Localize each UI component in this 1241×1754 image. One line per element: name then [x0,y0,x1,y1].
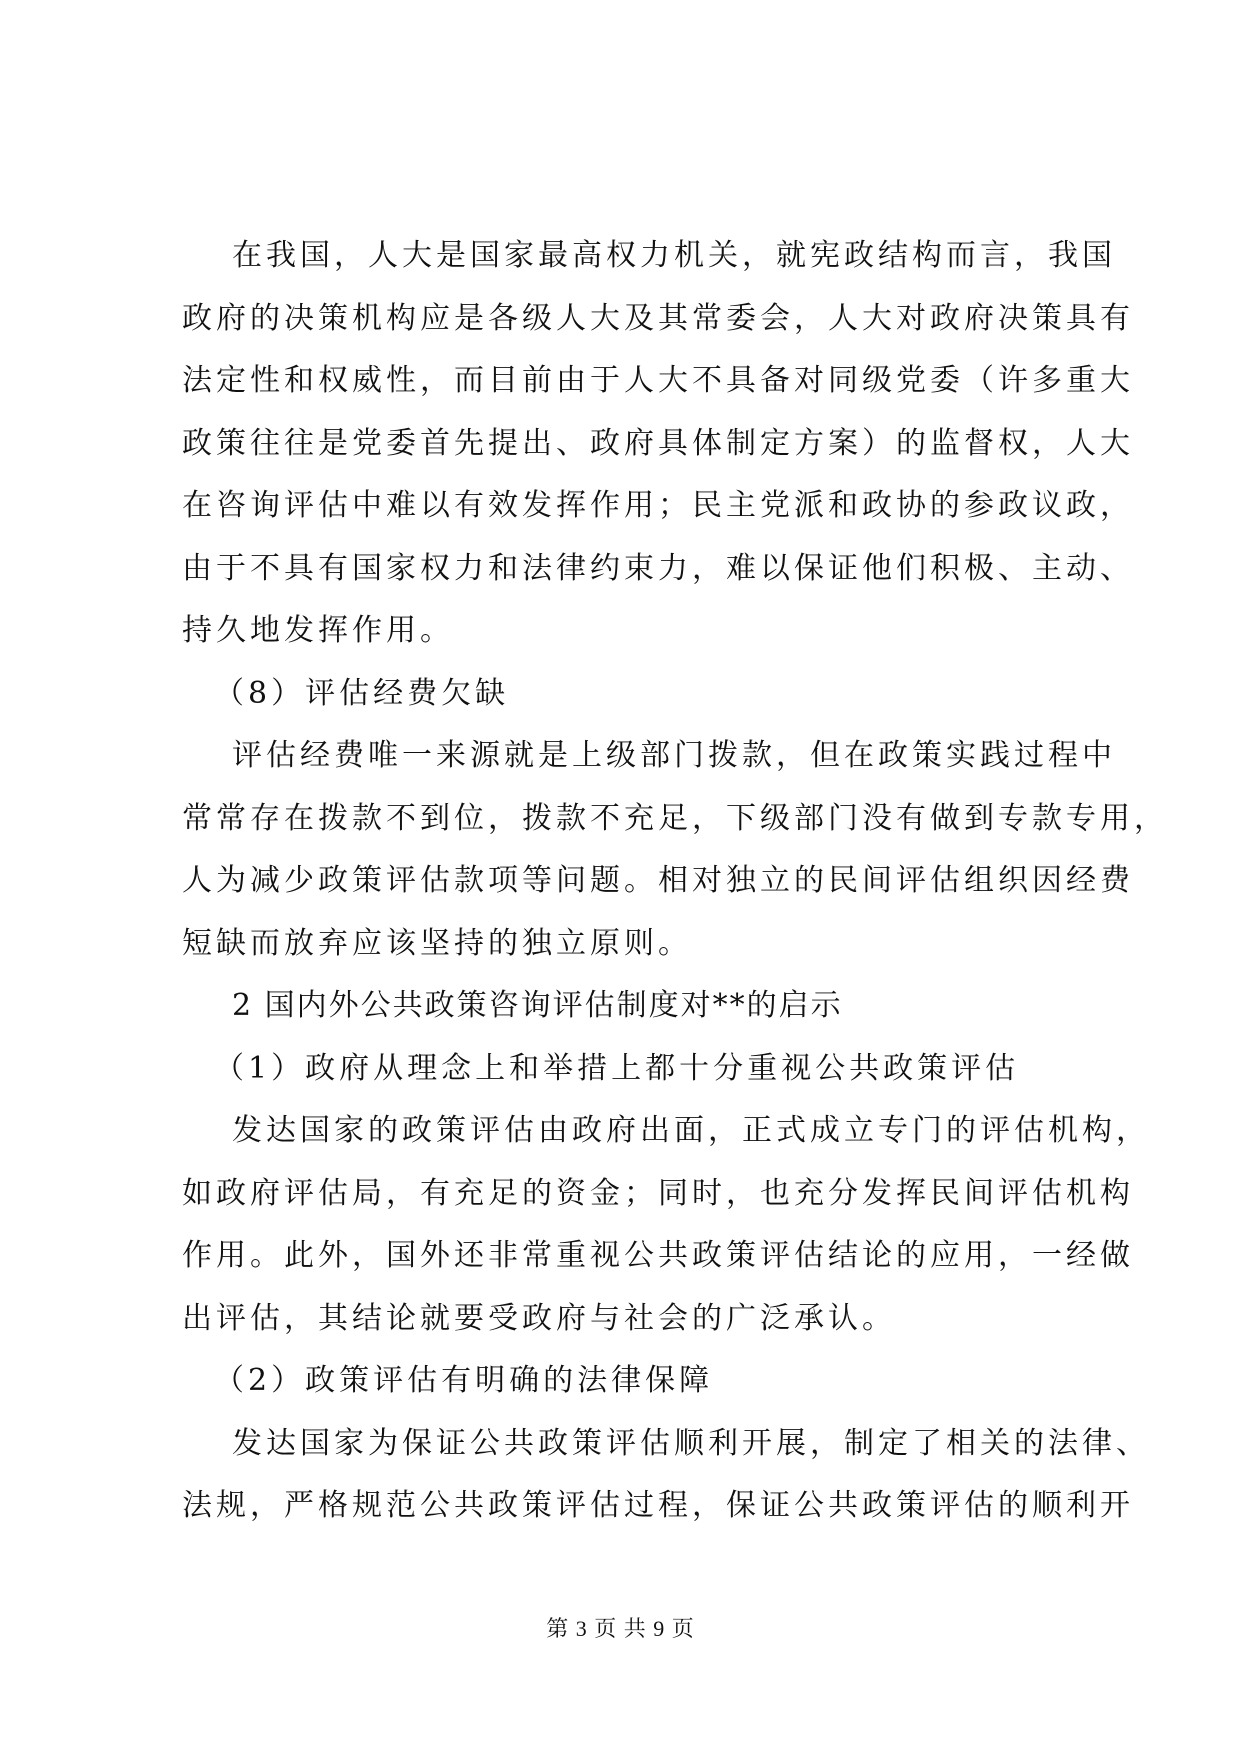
paragraph-line: 在咨询评估中难以有效发挥作用；民主党派和政协的参政议政， [182,488,1134,523]
paragraph-line: 发达国家为保证公共政策评估顺利开展，制定了相关的法律、 [232,1425,1150,1461]
page-number-footer: 第 3 页 共 9 页 [546,1616,695,1641]
paragraph-line: 人为减少政策评估款项等问题。相对独立的民间评估组织因经费 [182,863,1134,898]
paragraph-line: 发达国家的政策评估由政府出面，正式成立专门的评估机构， [232,1113,1150,1148]
document-body [182,225,1168,1538]
section-heading: （8）评估经费欠缺 [214,675,510,711]
paragraph-line: 法定性和权威性，而目前由于人大不具备对同级党委（许多重大 [182,363,1134,398]
paragraph-line: 在我国，人大是国家最高权力机关，就宪政结构而言，我国 [232,238,1116,273]
paragraph-line: 作用。此外，国外还非常重视公共政策评估结论的应用，一经做 [182,1238,1134,1273]
paragraph-line: 短缺而放弃应该坚持的独立原则。 [182,925,692,961]
paragraph-line: 出评估，其结论就要受政府与社会的广泛承认。 [182,1300,896,1336]
paragraph-line: 评估经费唯一来源就是上级部门拨款，但在政策实践过程中 [232,738,1116,773]
paragraph-line: 持久地发挥作用。 [182,613,454,648]
paragraph-line: 政府的决策机构应是各级人大及其常委会，人大对政府决策具有 [182,300,1134,336]
section-heading: （1）政府从理念上和举措上都十分重视公共政策评估 [214,1050,1020,1086]
paragraph-line: 政策往往是党委首先提出、政府具体制定方案）的监督权，人大 [182,425,1134,461]
paragraph-line: 由于不具有国家权力和法律约束力，难以保证他们积极、主动、 [182,550,1134,586]
section-heading: （2）政策评估有明确的法律保障 [214,1363,714,1398]
section-heading: 2 国内外公共政策咨询评估制度对**的启示 [232,988,843,1023]
paragraph-line: 如政府评估局，有充足的资金；同时，也充分发挥民间评估机构 [182,1175,1134,1211]
paragraph-line: 法规，严格规范公共政策评估过程，保证公共政策评估的顺利开 [182,1488,1134,1523]
paragraph-line: 常常存在拨款不到位，拨款不充足，下级部门没有做到专款专用， [182,800,1168,836]
